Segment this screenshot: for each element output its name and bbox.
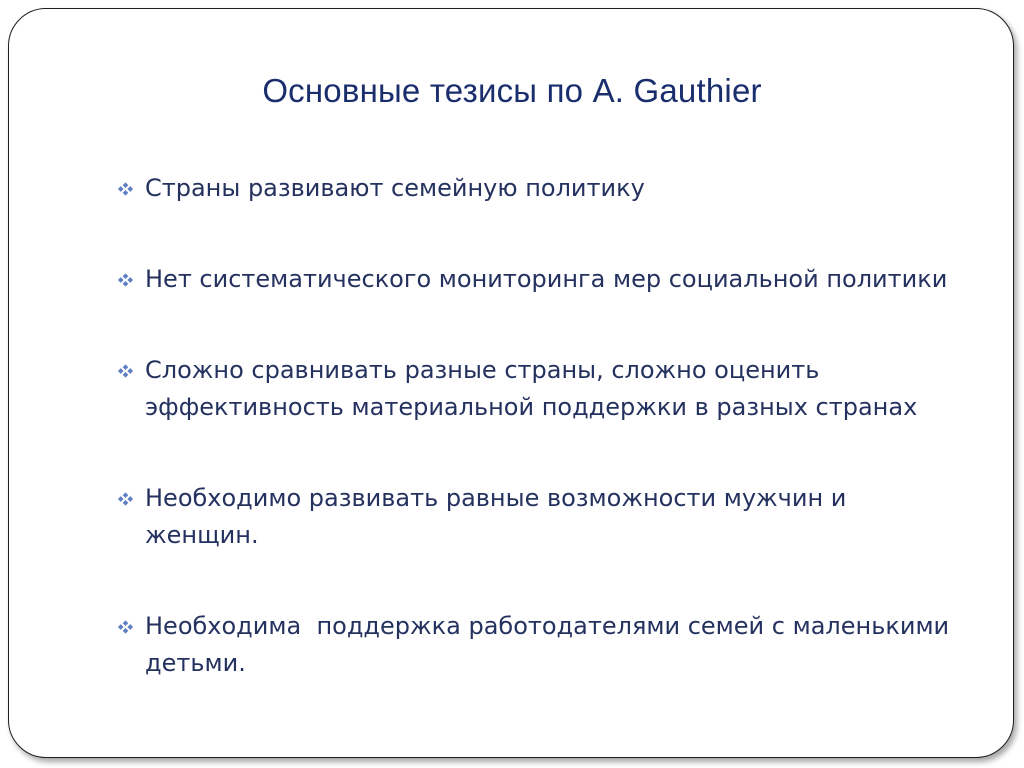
list-item-text: Необходима поддержка работодателями семей с маленькими детьми. — [145, 612, 957, 677]
diamond-bullet-icon — [116, 363, 135, 379]
list-item — [112, 170, 952, 207]
slide-title: Основные тезисы по A. Gauthier — [262, 72, 762, 109]
bullet-list — [112, 170, 957, 736]
list-item-text: Сложно сравнивать разные страны, сложно оценить эффективность материальной поддержки в разных странах — [145, 356, 918, 421]
list-item — [112, 352, 952, 426]
diamond-bullet-icon — [116, 181, 135, 197]
list-item-text: Необходимо развивать равные возможности мужчин и женщин. — [145, 484, 855, 549]
diamond-bullet-icon — [116, 491, 135, 507]
diamond-bullet-icon — [116, 272, 135, 288]
list-item-text: Нет систематического мониторинга мер социальной политики — [145, 265, 948, 293]
list-item — [112, 608, 957, 682]
list-item — [112, 480, 952, 554]
list-item-text: Страны развивают семейную политику — [145, 174, 645, 202]
list-item — [112, 261, 952, 298]
diamond-bullet-icon — [116, 619, 135, 635]
